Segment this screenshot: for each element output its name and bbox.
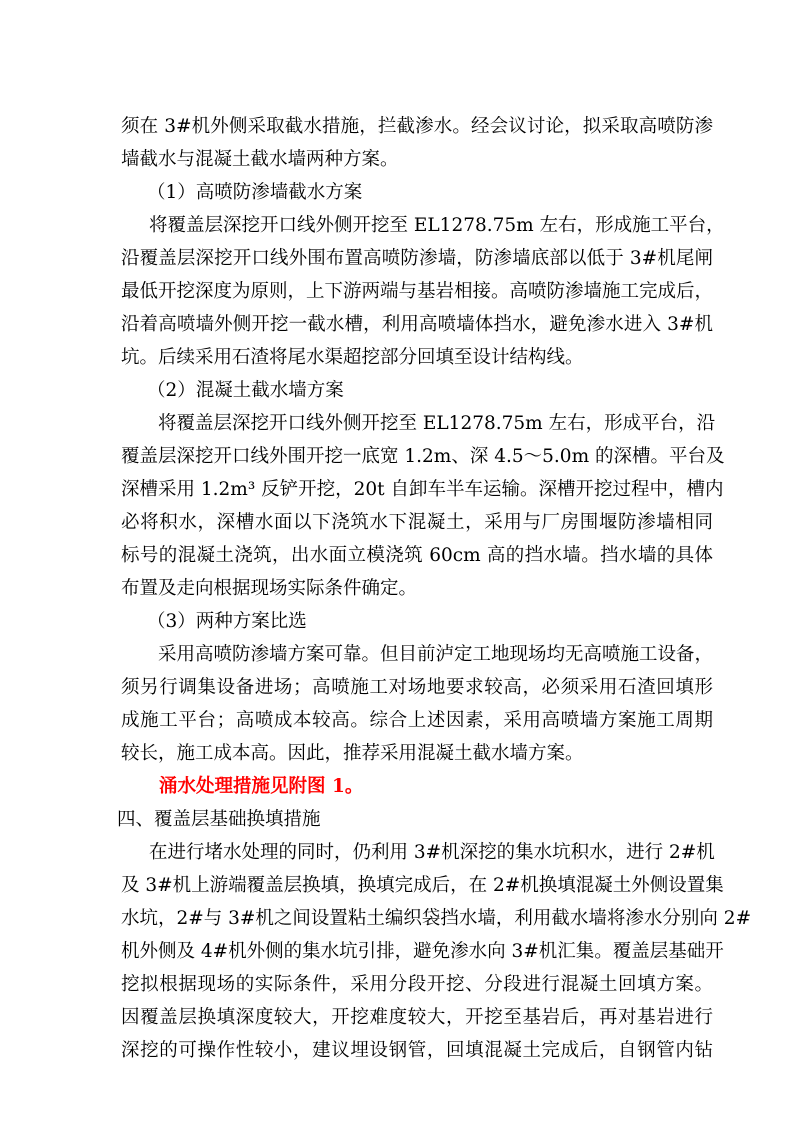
paragraph-2	[121, 209, 725, 374]
text-line: 沿覆盖层深挖开口线外围布置高喷防渗墙，防渗墙底部以低于 3#机尾闸	[121, 248, 713, 269]
text-line: 覆盖层深挖开口线外围开挖一底宽 1.2m、深 4.5～5.0m 的深槽。平台及	[121, 446, 725, 467]
red-note: 涌水处理措施见附图 1。	[159, 776, 364, 797]
text-line: 因覆盖层换填深度较大，开挖难度较大，开挖至基岩后，再对基岩进行	[121, 1007, 713, 1028]
text-line: 在进行堵水处理的同时，仍利用 3#机深挖的集水坑积水，进行 2#机	[149, 842, 715, 863]
text-line: 将覆盖层深挖开口线外侧开挖至 EL1278.75m 左右，形成施工平台，	[149, 215, 725, 236]
text-line: 沿着高喷墙外侧开挖一截水槽，利用高喷墙体挡水，避免渗水进入 3#机	[121, 314, 713, 335]
paragraph-3	[121, 407, 725, 605]
text-line: 坑。后续采用石渣将尾水渠超挖部分回填至设计结构线。	[121, 347, 584, 368]
text-line: 及 3#机上游端覆盖层换填，换填完成后，在 2#机换填混凝土外侧设置集	[121, 875, 724, 896]
text-line: 挖拟根据现场的实际条件，采用分段开挖、分段进行混凝土回填方案。	[121, 974, 713, 995]
subheading-2: （2）混凝土截水墙方案	[147, 380, 344, 401]
text-line: 机外侧及 4#机外侧的集水坑引排，避免渗水向 3#机汇集。覆盖层基础开	[121, 941, 724, 962]
text-line: 标号的混凝土浇筑，出水面立模浇筑 60cm 高的挡水墙。挡水墙的具体	[121, 545, 713, 566]
paragraph-4	[121, 638, 713, 770]
text-line: 须另行调集设备进场；高喷施工对场地要求较高，必须采用石渣回填形	[121, 677, 713, 698]
text-line: 成施工平台；高喷成本较高。综合上述因素，采用高喷墙方案施工周期	[121, 710, 713, 731]
text-line: 将覆盖层深挖开口线外侧开挖至 EL1278.75m 左右，形成平台，沿	[158, 413, 716, 434]
text-line: 须在 3#机外侧采取截水措施，拦截渗水。经会议讨论，拟采取高喷防渗	[121, 116, 713, 137]
paragraph-5	[121, 836, 752, 1067]
text-line: 水坑，2#与 3#机之间设置粘土编织袋挡水墙，利用截水墙将渗水分别向 2#	[121, 908, 752, 929]
text-line: 必将积水，深槽水面以下浇筑水下混凝土，采用与厂房围堰防渗墙相同	[121, 512, 713, 533]
text-line: 较长，施工成本高。因此，推荐采用混凝土截水墙方案。	[121, 743, 584, 764]
text-line: 最低开挖深度为原则，上下游两端与基岩相接。高喷防渗墙施工完成后，	[121, 281, 714, 302]
text-line: 布置及走向根据现场实际条件确定。	[121, 578, 418, 599]
text-line: 深槽采用 1.2m³ 反铲开挖，20t 自卸车半车运输。深槽开挖过程中，槽内	[121, 479, 724, 500]
text-line: 采用高喷防渗墙方案可靠。但目前泸定工地现场均无高喷施工设备，	[158, 644, 714, 665]
subheading-1: （1）高喷防渗墙截水方案	[147, 182, 363, 203]
document-body	[117, 110, 752, 1067]
paragraph-1	[121, 110, 713, 176]
subheading-3: （3）两种方案比选	[147, 611, 307, 632]
text-line: 墙截水与混凝土截水墙两种方案。	[121, 149, 399, 170]
text-line: 深挖的可操作性较小，建议埋设钢管，回填混凝土完成后，自钢管内钻	[121, 1040, 713, 1061]
section-heading: 四、覆盖层基础换填措施	[117, 809, 321, 830]
